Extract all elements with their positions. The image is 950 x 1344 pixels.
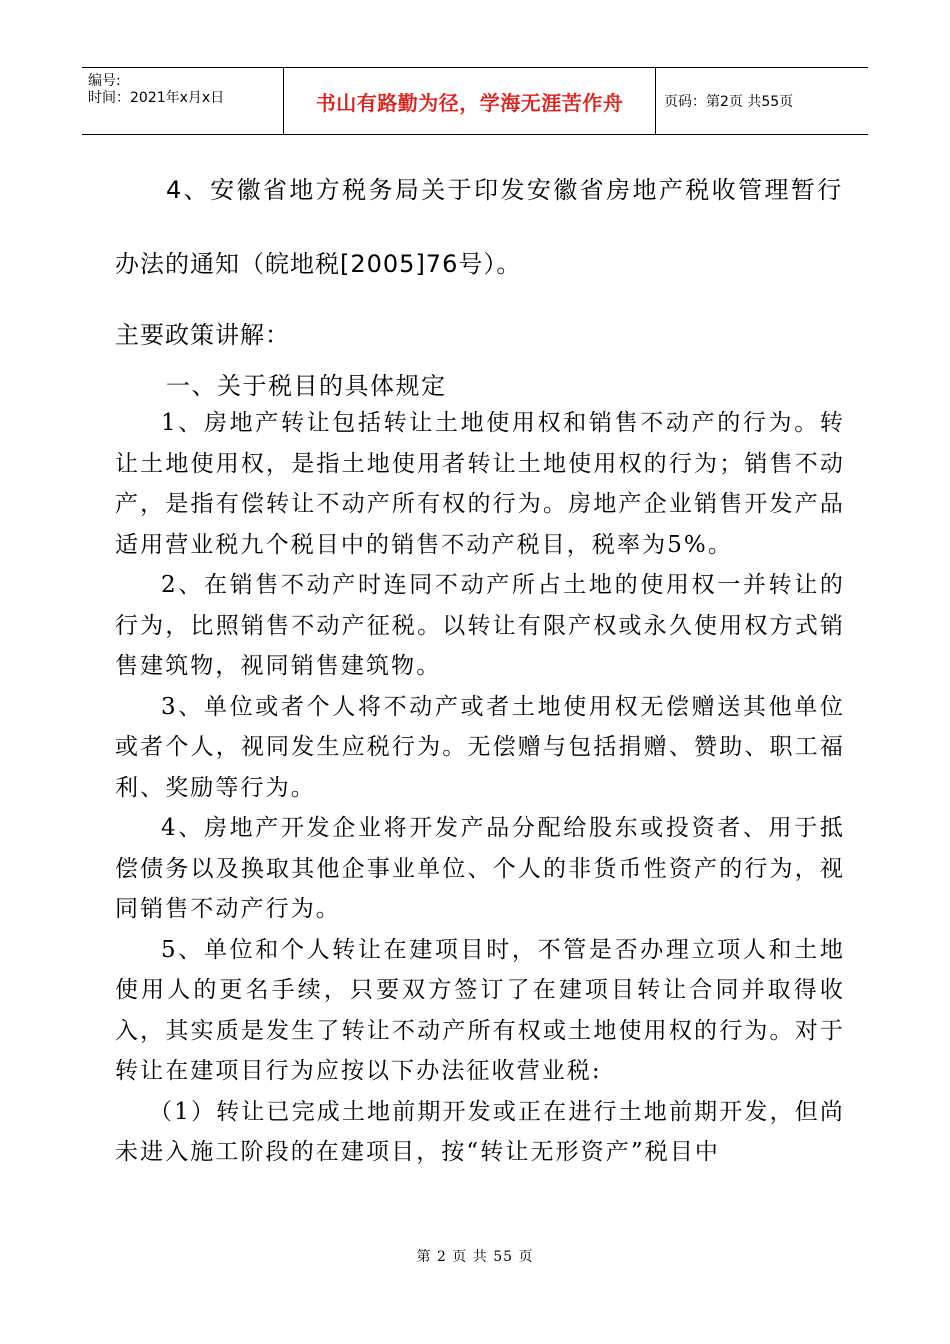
section-title: 主要政策讲解： [115, 321, 290, 349]
policy-body [115, 403, 845, 1173]
header-motto-cell [284, 68, 656, 134]
paragraph-1: 1、房地产转让包括转让土地使用权和销售不动产的行为。转让土地使用权，是指土地使用者转让土地使用权的行为；销售不动产，是指有偿转让不动产所有权的行为。房地产企业销售开发产品适用营业税九个税目中的销售不动产税目，税率为5%。 [115, 410, 845, 558]
document-header [82, 67, 868, 135]
paragraph-3: 3、单位或者个人将不动产或者土地使用权无偿赠送其他单位或者个人，视同发生应税行为。无偿赠与包括捐赠、赞助、职工福利、奖励等行为。 [115, 693, 845, 801]
paragraph-6: （1）转让已完成土地前期开发或正在进行土地前期开发，但尚未进入施工阶段的在建项目，按“转让无形资产”税目中 [115, 1098, 845, 1165]
header-meta [82, 68, 284, 134]
notice-heading-line2: 办法的通知（皖地税[2005]76号）。 [115, 250, 522, 278]
footer-page-number: 第 2 页 共 55 页 [416, 1249, 534, 1265]
header-motto: 书山有路勤为径，学海无涯苦作舟 [315, 90, 624, 115]
header-page-info: 页码：第2页 共55页 [664, 94, 794, 110]
subsection-title: 一、关于税目的具体规定 [166, 372, 447, 400]
paragraph-2: 2、在销售不动产时连同不动产所占土地的使用权一并转让的行为，比照销售不动产征税。以转让有限产权或永久使用权方式销售建筑物，视同销售建筑物。 [115, 572, 845, 679]
document-time-label: 时间：2021年x月x日 [88, 90, 225, 106]
paragraph-4: 4、房地产开发企业将开发产品分配给股东或投资者、用于抵偿债务以及换取其他企事业单位、个人的非货币性资产的行为，视同销售不动产行为。 [115, 815, 845, 922]
paragraph-5: 5、单位和个人转让在建项目时，不管是否办理立项人和土地使用人的更名手续，只要双方签订了在建项目转让合同并取得收入，其实质是发生了转让不动产所有权或土地使用权的行为。对于转让在建项目行为应按以下办法征收营业税: [115, 936, 845, 1084]
header-page-cell [656, 68, 868, 134]
notice-heading-line1: 4、安徽省地方税务局关于印发安徽省房地产税收管理暂行 [166, 176, 844, 204]
document-number-label: 编号: [88, 73, 121, 89]
